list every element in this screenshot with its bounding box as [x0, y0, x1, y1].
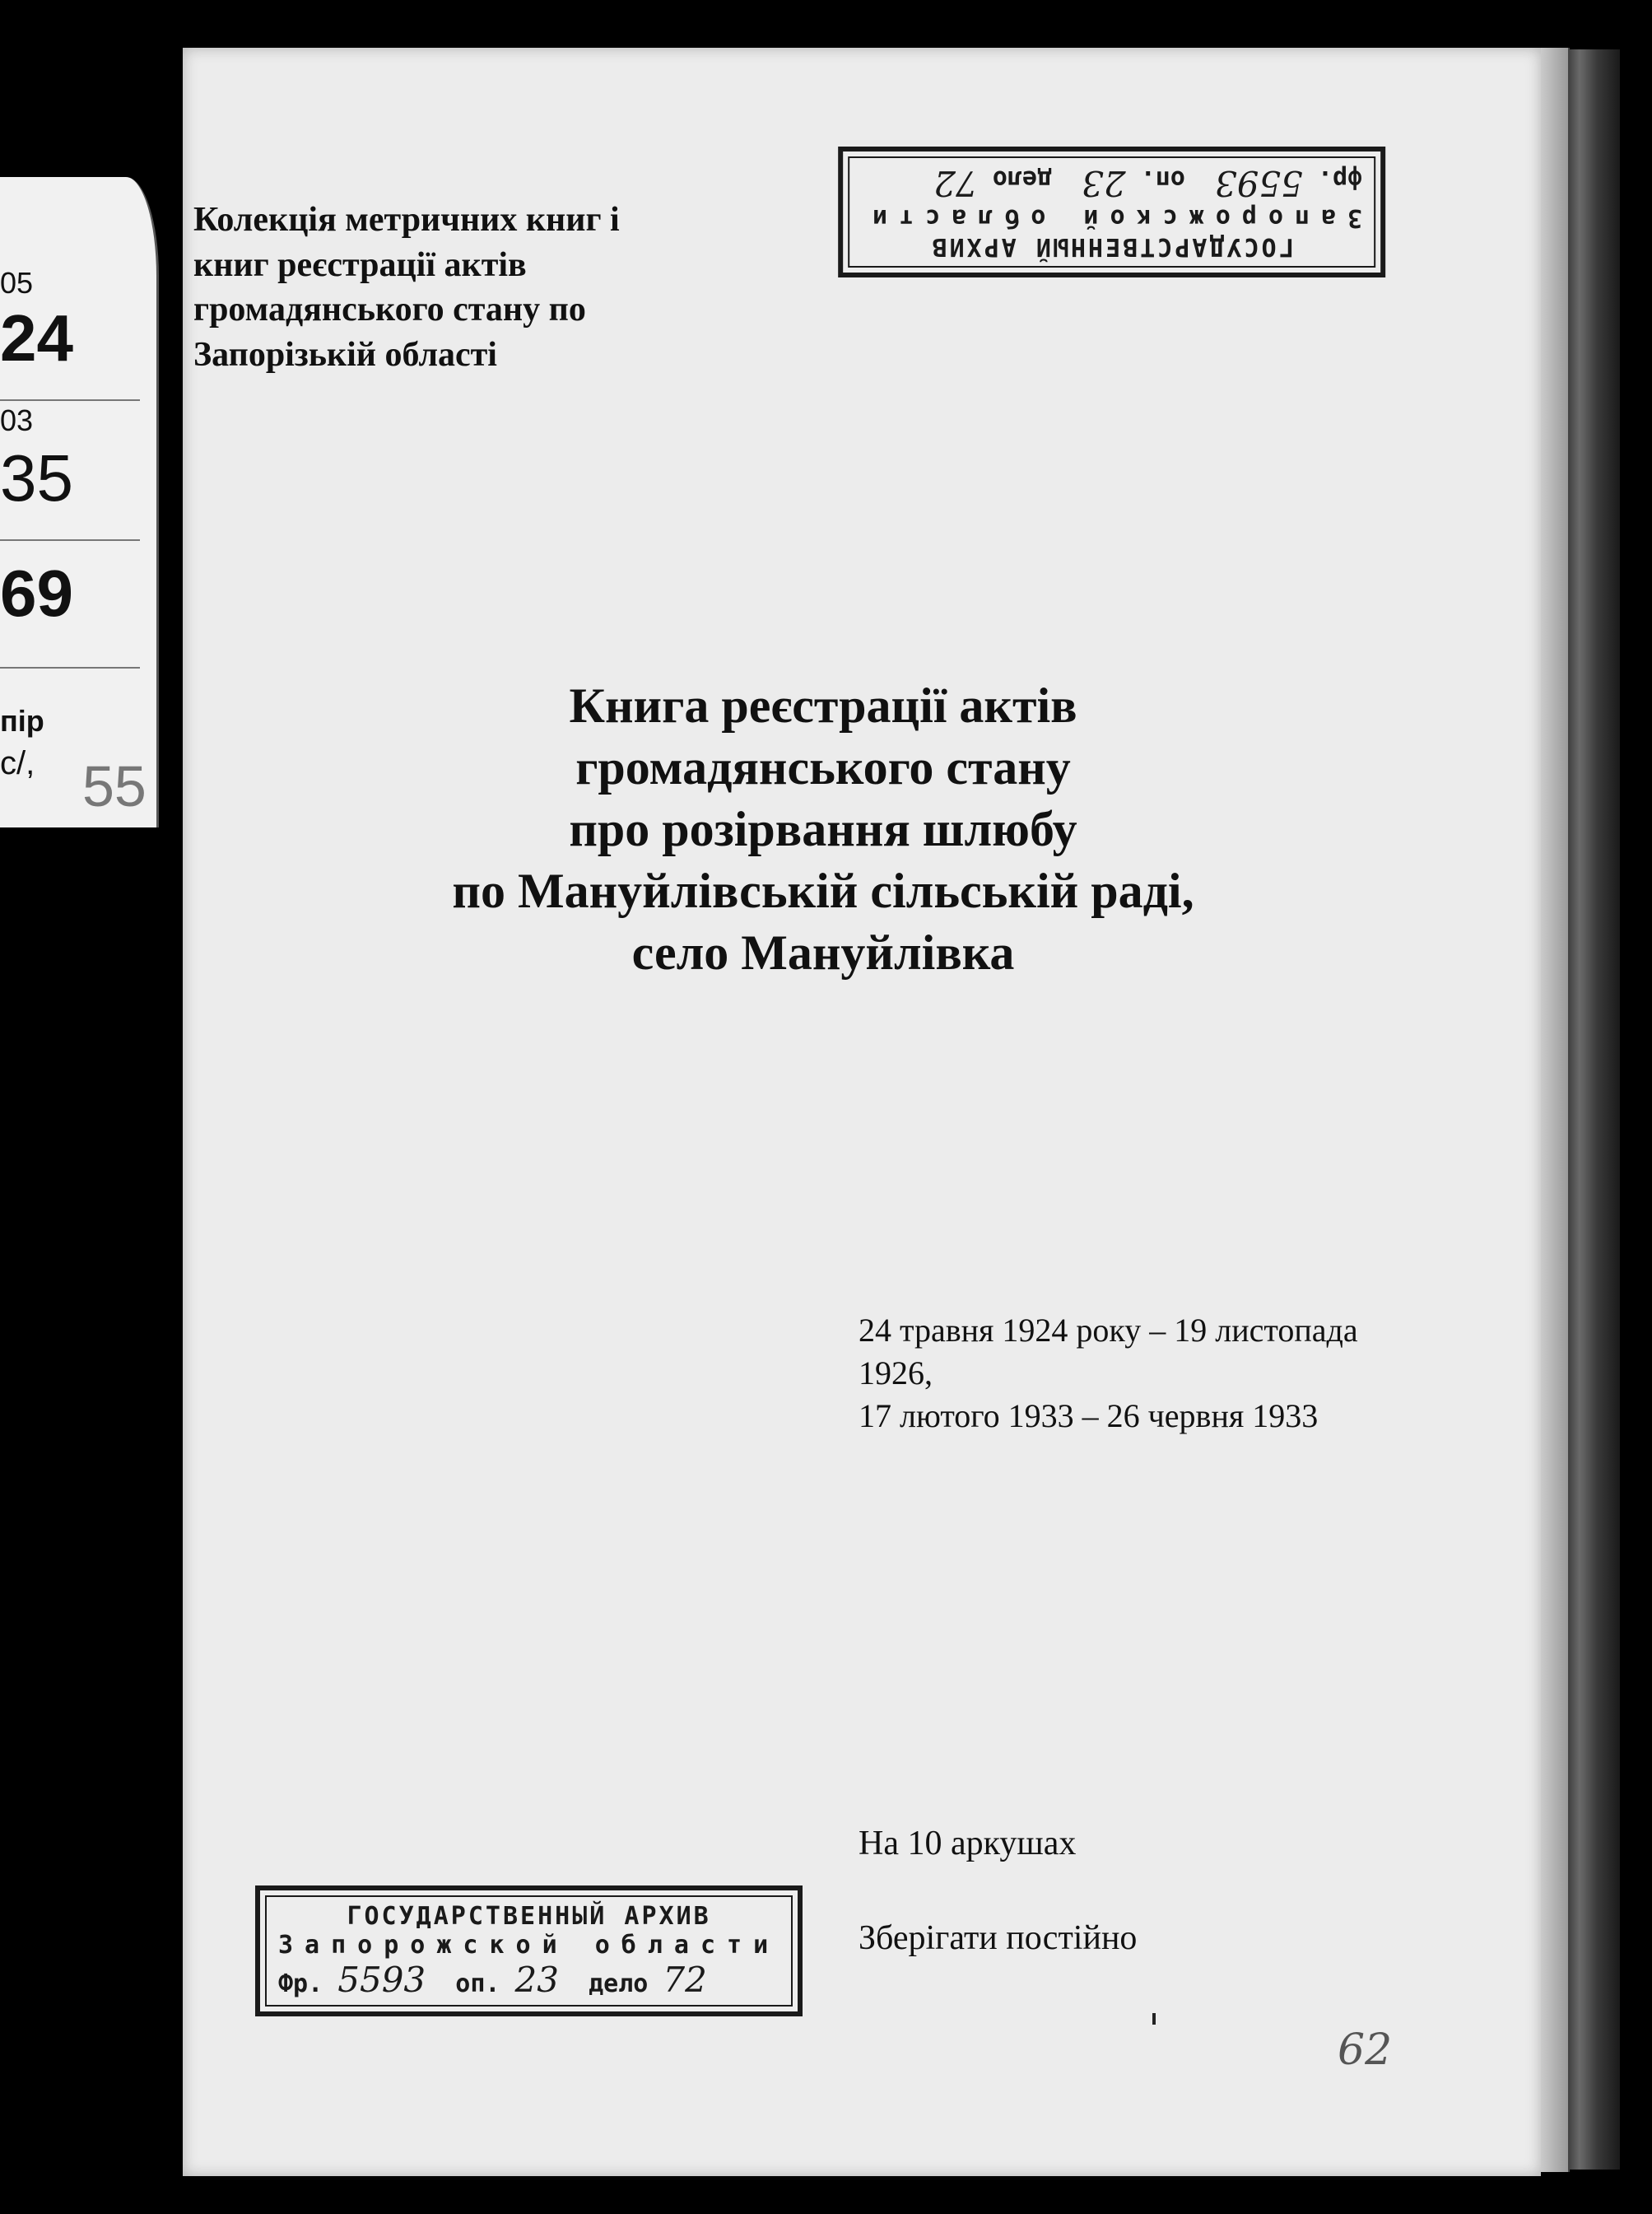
tab-divider [0, 667, 140, 669]
tab-divider [0, 399, 140, 401]
storage-term: Зберігати постійно [859, 1919, 1138, 1957]
title-line: по Мануйлівській сільській раді, [452, 864, 1194, 918]
catalog-tab [0, 177, 159, 827]
stamp-fond-label: Фр. [278, 1969, 323, 1998]
stamp-delo-label: дело [589, 1969, 649, 1998]
collection-line: Запорізькій області [193, 335, 497, 374]
stamp-title: ГОСУДАРСТВЕННЫЙ АРХИВ [347, 1902, 711, 1931]
stamp-region: Запорожской области [861, 203, 1363, 232]
title-line: Книга реєстрації актів [569, 678, 1077, 733]
stamp-delo: 72 [663, 1960, 707, 2000]
stamp-opis-label: оп. [1140, 165, 1185, 193]
stamp-title: ГОСУДАРСТВЕННЫЙ АРХИВ [929, 232, 1294, 261]
date-line: 24 травня 1924 року – 19 листопада [859, 1312, 1358, 1349]
stamp-reference [861, 163, 1362, 203]
tab-fragment: 03 [0, 403, 34, 437]
tab-fragment: с/, [0, 745, 35, 781]
title-line: про розірвання шлюбу [569, 802, 1077, 856]
archive-stamp-bottom [255, 1885, 803, 2016]
title-line: громадянського стану [575, 740, 1071, 795]
tab-fragment: 24 [0, 301, 73, 375]
tab-fragment: 05 [0, 266, 34, 300]
stamp-delo: 72 [933, 163, 978, 203]
date-line: 17 лютого 1933 – 26 червня 1933 [859, 1397, 1319, 1434]
ink-mark [1152, 2013, 1156, 2025]
stamp-fond-label: фр. [1317, 165, 1363, 193]
tab-divider [0, 539, 140, 541]
title-line: село Мануйлівка [631, 925, 1015, 980]
stamp-fond: 5593 [337, 1960, 426, 2000]
document-title [395, 675, 1251, 984]
stamp-fond: 5593 [1215, 163, 1303, 203]
stamp-opis: 23 [514, 1960, 559, 2000]
stamp-opis-label: оп. [455, 1969, 500, 1998]
stamp-region: Запорожской области [278, 1931, 780, 1960]
stamp-delo-label: дело [992, 165, 1053, 193]
collection-line: книг реєстрації актів [193, 245, 527, 284]
collection-heading [193, 198, 704, 377]
tab-fragment: пір [0, 704, 44, 738]
date-range [859, 1309, 1451, 1438]
collection-line: Колекція метричних книг і [193, 201, 620, 239]
tab-fragment: 69 [0, 557, 73, 630]
tab-fragment: 55 [82, 754, 147, 818]
archive-stamp-top [838, 147, 1385, 277]
page-number: 62 [1338, 2025, 1393, 2075]
sheet-count: На 10 аркушах [859, 1825, 1077, 1862]
stamp-reference [278, 1960, 779, 2000]
date-line: 1926, [859, 1354, 933, 1391]
collection-line: громадянського стану по [193, 291, 586, 329]
tab-fragment: 35 [0, 441, 73, 515]
stamp-opis: 23 [1082, 163, 1126, 203]
